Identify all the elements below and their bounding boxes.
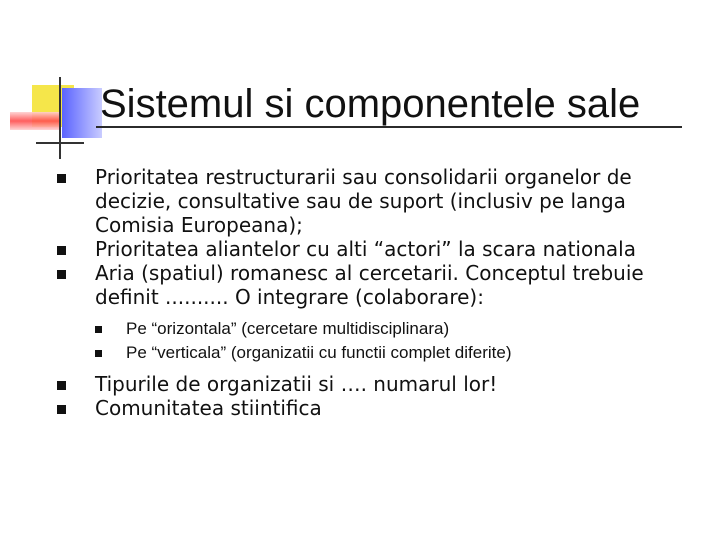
logo-vertical-line xyxy=(59,77,61,159)
logo-red-bar xyxy=(10,112,60,130)
sub-bullet-text: Pe “verticala” (organizatii cu functii complet diferite) xyxy=(126,343,512,362)
square-bullet-icon xyxy=(57,405,66,414)
sub-bullet-item xyxy=(0,317,706,341)
square-bullet-icon xyxy=(57,246,66,255)
square-bullet-icon xyxy=(95,350,102,357)
bullet-text: Tipurile de organizatii si …. numarul lor! xyxy=(95,372,498,396)
square-bullet-icon xyxy=(95,326,102,333)
logo-blue-square xyxy=(62,88,102,138)
slide-title: Sistemul si componentele sale xyxy=(100,82,641,126)
bullet-item xyxy=(0,396,695,420)
square-bullet-icon xyxy=(57,270,66,279)
square-bullet-icon xyxy=(57,381,66,390)
bullet-item xyxy=(0,261,695,309)
bullet-item xyxy=(0,372,695,396)
bullet-item xyxy=(0,237,695,261)
bullet-text: Prioritatea restructurarii sau consolidarii organelor de decizie, consultative sau de suport (inclusiv pe langa Comisia Europeana); xyxy=(95,165,632,237)
sub-bullet-item xyxy=(0,341,706,365)
bullet-text: Aria (spatiul) romanesc al cercetarii. Conceptul trebuie definit .......... O integrare (colaborare): xyxy=(95,261,644,309)
sub-bullet-text: Pe “orizontala” (cercetare multidisciplinara) xyxy=(126,319,450,338)
bullet-text: Comunitatea stiintifica xyxy=(95,396,322,420)
square-bullet-icon xyxy=(57,174,66,183)
bullet-list xyxy=(0,165,720,420)
bullet-text: Prioritatea aliantelor cu alti “actori” la scara nationala xyxy=(95,237,636,261)
bullet-item xyxy=(0,165,695,237)
logo-horizontal-line xyxy=(36,142,84,144)
